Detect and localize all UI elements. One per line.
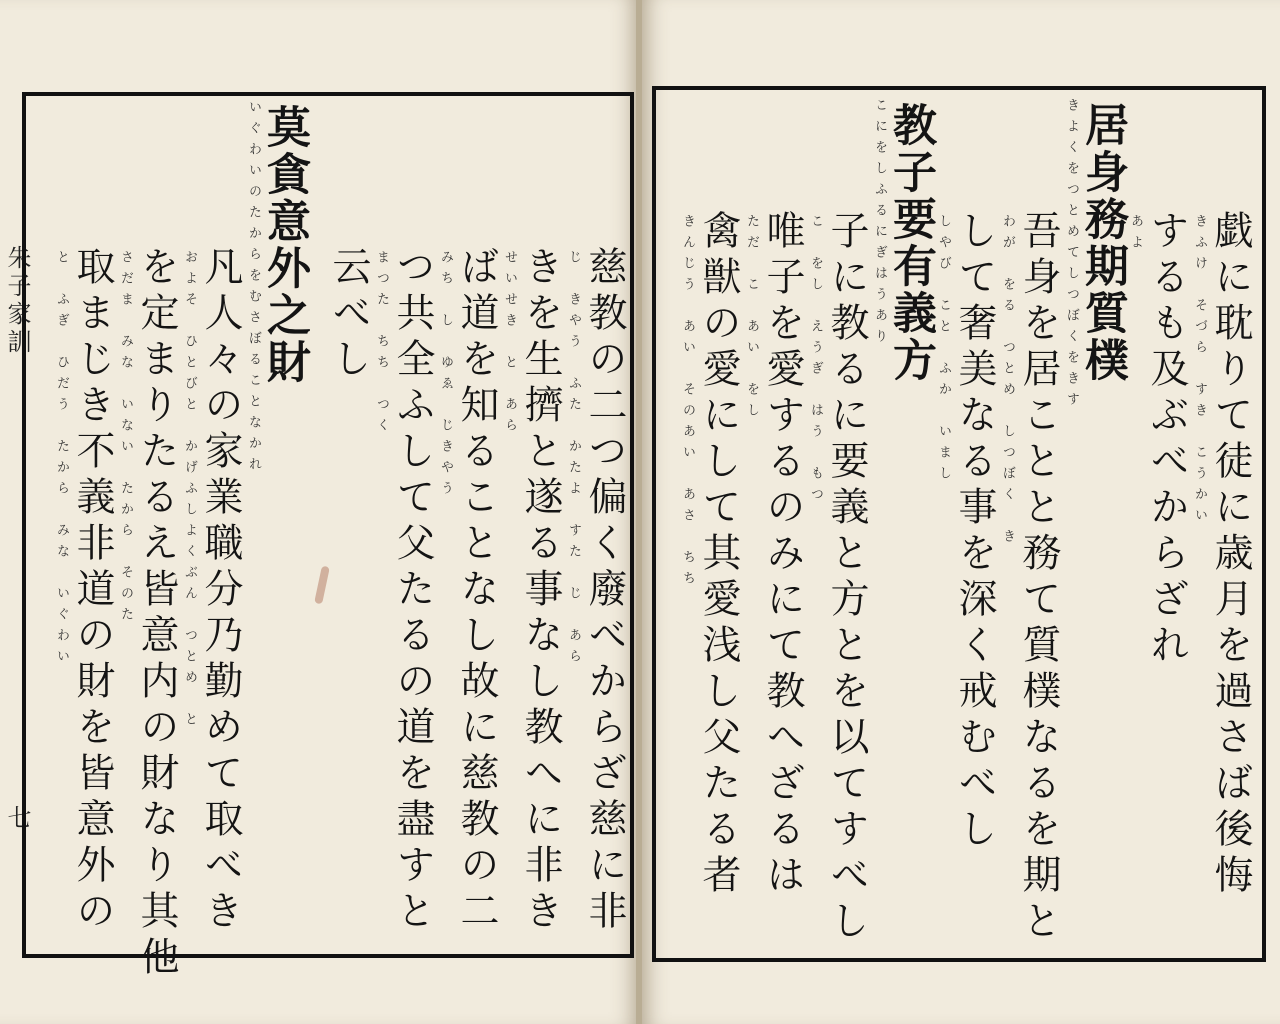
text-column: を定まりたるえ皆意内の財なり其他 [134,246,179,982]
furigana-reading: まつた ちち つく [374,250,389,439]
furigana-reading: きよくをつとめてしつぼくをきす [1064,98,1079,413]
furigana-reading: さだま みな いない たから そのた [118,250,133,628]
furigana-reading: みち し ゆゑ じきやう [438,250,453,502]
furigana-reading: じ きやう ふた かたよ すた じ あら [566,250,581,670]
section-heading: 教子要有義方 [885,102,936,384]
furigana-reading: せいせき と あら [502,250,517,439]
furigana-reading: と ふぎ ひだう たから みな いぐわい [54,250,69,670]
text-column: 戯に耽りて徒に歳月を過さば後悔 [1208,210,1253,900]
furigana-reading: いぐわいのたからをむさぼることなかれ [246,100,261,478]
section-heading: 居身務期質樸 [1077,102,1128,384]
furigana-reading: きんじう あい そのあい あさ ちち [680,214,695,592]
paper-stain [314,566,330,605]
text-column: つ共全ふして父たるの道を盡すと [390,246,435,936]
furigana-reading: しやび こと ふか いまし [936,214,951,487]
furigana-reading: およそ ひとびと かげふしよくぶん つとめ と [182,250,197,733]
text-column: 唯子を愛するのみにて教へざるは [760,210,805,900]
left-page [0,0,638,1024]
text-column: 云べし [326,246,371,384]
furigana-reading: ただ こ あい をし [744,214,759,424]
furigana-reading: こ をし えうぎ はう もつ [808,214,823,508]
right-text-frame [652,86,1266,962]
text-column: 子に教るに要義と方とを以てすべし [824,210,869,946]
section-heading: 莫貪意外之財 [259,104,310,386]
text-column: 禽獣の愛にして其愛浅し父たる者 [696,210,741,900]
furigana-reading: あよ [1128,214,1143,256]
furigana-reading: わが をる つとめ しつぼく き [1000,214,1015,550]
text-column: して奢美なる事を深く戒むべし [952,210,997,854]
text-column: するも及ぶべからざれ [1144,210,1189,670]
text-column: きを生擠と遂る事なし教へに非き [518,246,563,936]
book-title: 朱子家訓 [3,245,31,357]
text-column: ば道を知ることなし故に慈教の二 [454,246,499,936]
text-column: 取まじき不義非道の財を皆意外の [70,246,115,936]
furigana-reading: こにをしふるにぎはうあり [872,98,887,350]
text-column: 吾身を居ことと務て質樸なるを期と [1016,210,1061,946]
text-column: 凡人々の家業職分乃勤めて取べき [198,246,243,936]
text-column: 慈教の二つ偏く廢べからざ慈に非 [582,246,627,936]
right-page [642,0,1280,1024]
furigana-reading: きふけ そづら すき こうかい [1192,214,1207,529]
left-text-frame [22,92,634,982]
page-number: 七 [3,805,31,833]
